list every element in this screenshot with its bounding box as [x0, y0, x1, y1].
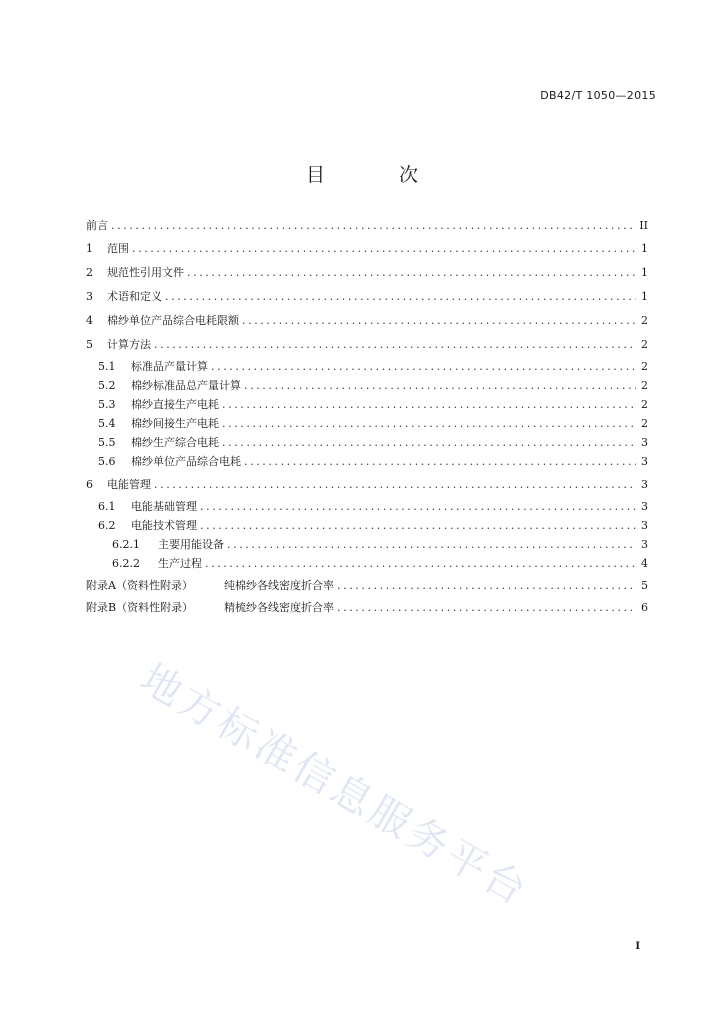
- toc-leader: [200, 500, 636, 513]
- toc-entry-page: 2: [641, 398, 648, 411]
- toc-entry-page: 2: [641, 360, 648, 373]
- toc-entry-number: 6.1: [98, 500, 116, 513]
- toc-entry-label: 纯棉纱各线密度折合率: [224, 579, 334, 592]
- toc-entry-number: 3: [86, 290, 93, 303]
- toc-entry-label: 棉纱单位产品综合电耗: [131, 455, 241, 468]
- toc-entry-number: 5.4: [98, 417, 116, 430]
- toc-leader: [154, 338, 636, 351]
- toc-entry[interactable]: [86, 242, 648, 255]
- toc-entry[interactable]: [86, 314, 648, 327]
- toc-leader: [222, 398, 636, 411]
- toc-entry-number: 5.6: [98, 455, 116, 468]
- toc-entry-label: 规范性引用文件: [107, 266, 184, 279]
- toc-entry-number: 6.2.2: [112, 557, 140, 570]
- toc-entry-page: 3: [641, 538, 648, 551]
- toc-entry-page: 3: [641, 519, 648, 532]
- toc-entry-page: 1: [641, 242, 648, 255]
- toc-entry-page: 1: [641, 266, 648, 279]
- toc-entry-page: 4: [641, 557, 648, 570]
- table-of-contents: [86, 219, 648, 614]
- toc-entry[interactable]: [86, 398, 648, 411]
- toc-leader: [222, 417, 636, 430]
- toc-entry[interactable]: [86, 455, 648, 468]
- toc-entry-number: 5: [86, 338, 93, 351]
- toc-entry[interactable]: [86, 360, 648, 373]
- toc-entry[interactable]: [86, 219, 648, 232]
- watermark: 地方标准信息服务平台: [132, 655, 537, 916]
- toc-entry-label: 精梳纱各线密度折合率: [224, 601, 334, 614]
- toc-entry-page: II: [639, 219, 648, 232]
- toc-leader: [187, 266, 636, 279]
- toc-entry-label: 主要用能设备: [158, 538, 224, 551]
- toc-entry-label: 棉纱标准品总产量计算: [131, 379, 241, 392]
- standard-code: DB42/T 1050—2015: [540, 89, 656, 102]
- toc-entry-number: 附录A（资料性附录）: [86, 579, 193, 592]
- toc-entry-label: 标准品产量计算: [131, 360, 208, 373]
- toc-leader: [211, 360, 636, 373]
- toc-entry-number: 4: [86, 314, 93, 327]
- toc-entry-page: 1: [641, 290, 648, 303]
- toc-entry[interactable]: [86, 290, 648, 303]
- toc-entry-number: 5.2: [98, 379, 116, 392]
- toc-leader: [227, 538, 636, 551]
- toc-leader: [337, 601, 636, 614]
- toc-entry-number: 6: [86, 478, 93, 491]
- toc-entry-page: 2: [641, 417, 648, 430]
- toc-leader: [244, 455, 636, 468]
- toc-leader: [200, 519, 636, 532]
- toc-entry-number: 附录B（资料性附录）: [86, 601, 194, 614]
- toc-leader: [205, 557, 636, 570]
- toc-entry[interactable]: [86, 601, 648, 614]
- toc-entry-page: 6: [641, 601, 648, 614]
- toc-leader: [242, 314, 636, 327]
- toc-entry[interactable]: [86, 538, 648, 551]
- toc-entry-page: 3: [641, 436, 648, 449]
- toc-entry[interactable]: [86, 500, 648, 513]
- toc-entry-page: 5: [641, 579, 648, 592]
- toc-entry[interactable]: [86, 417, 648, 430]
- toc-leader: [111, 219, 636, 232]
- toc-entry-label: 电能基础管理: [131, 500, 197, 513]
- toc-entry-page: 3: [641, 500, 648, 513]
- toc-entry[interactable]: [86, 379, 648, 392]
- page-title: 目 次: [305, 164, 453, 186]
- toc-leader: [244, 379, 636, 392]
- toc-entry[interactable]: [86, 266, 648, 279]
- toc-entry-number: 5.1: [98, 360, 116, 373]
- toc-entry[interactable]: [86, 478, 648, 491]
- toc-entry-number: 5.3: [98, 398, 116, 411]
- toc-entry-label: 电能管理: [107, 478, 151, 491]
- toc-entry-label: 棉纱生产综合电耗: [131, 436, 219, 449]
- toc-entry-number: 2: [86, 266, 93, 279]
- toc-leader: [154, 478, 636, 491]
- toc-leader: [132, 242, 636, 255]
- toc-entry-label: 生产过程: [158, 557, 202, 570]
- toc-entry-label: 前言: [86, 219, 108, 232]
- toc-entry-label: 棉纱直接生产电耗: [131, 398, 219, 411]
- toc-entry[interactable]: [86, 557, 648, 570]
- toc-entry-number: 6.2: [98, 519, 116, 532]
- toc-entry-page: 2: [641, 338, 648, 351]
- toc-entry-number: 5.5: [98, 436, 116, 449]
- toc-entry-page: 2: [641, 379, 648, 392]
- toc-entry[interactable]: [86, 519, 648, 532]
- toc-leader: [337, 579, 636, 592]
- toc-entry-label: 术语和定义: [107, 290, 162, 303]
- toc-entry[interactable]: [86, 436, 648, 449]
- toc-leader: [222, 436, 636, 449]
- toc-entry-number: 1: [86, 242, 93, 255]
- toc-entry-label: 棉纱单位产品综合电耗限额: [107, 314, 239, 327]
- toc-entry-label: 棉纱间接生产电耗: [131, 417, 219, 430]
- toc-entry-page: 2: [641, 314, 648, 327]
- toc-entry[interactable]: [86, 338, 648, 351]
- toc-entry-page: 3: [641, 478, 648, 491]
- toc-entry-label: 范围: [107, 242, 129, 255]
- page-number: I: [635, 941, 640, 952]
- toc-entry-number: 6.2.1: [112, 538, 140, 551]
- toc-entry[interactable]: [86, 579, 648, 592]
- toc-entry-label: 计算方法: [107, 338, 151, 351]
- toc-entry-page: 3: [641, 455, 648, 468]
- toc-leader: [165, 290, 636, 303]
- toc-entry-label: 电能技术管理: [131, 519, 197, 532]
